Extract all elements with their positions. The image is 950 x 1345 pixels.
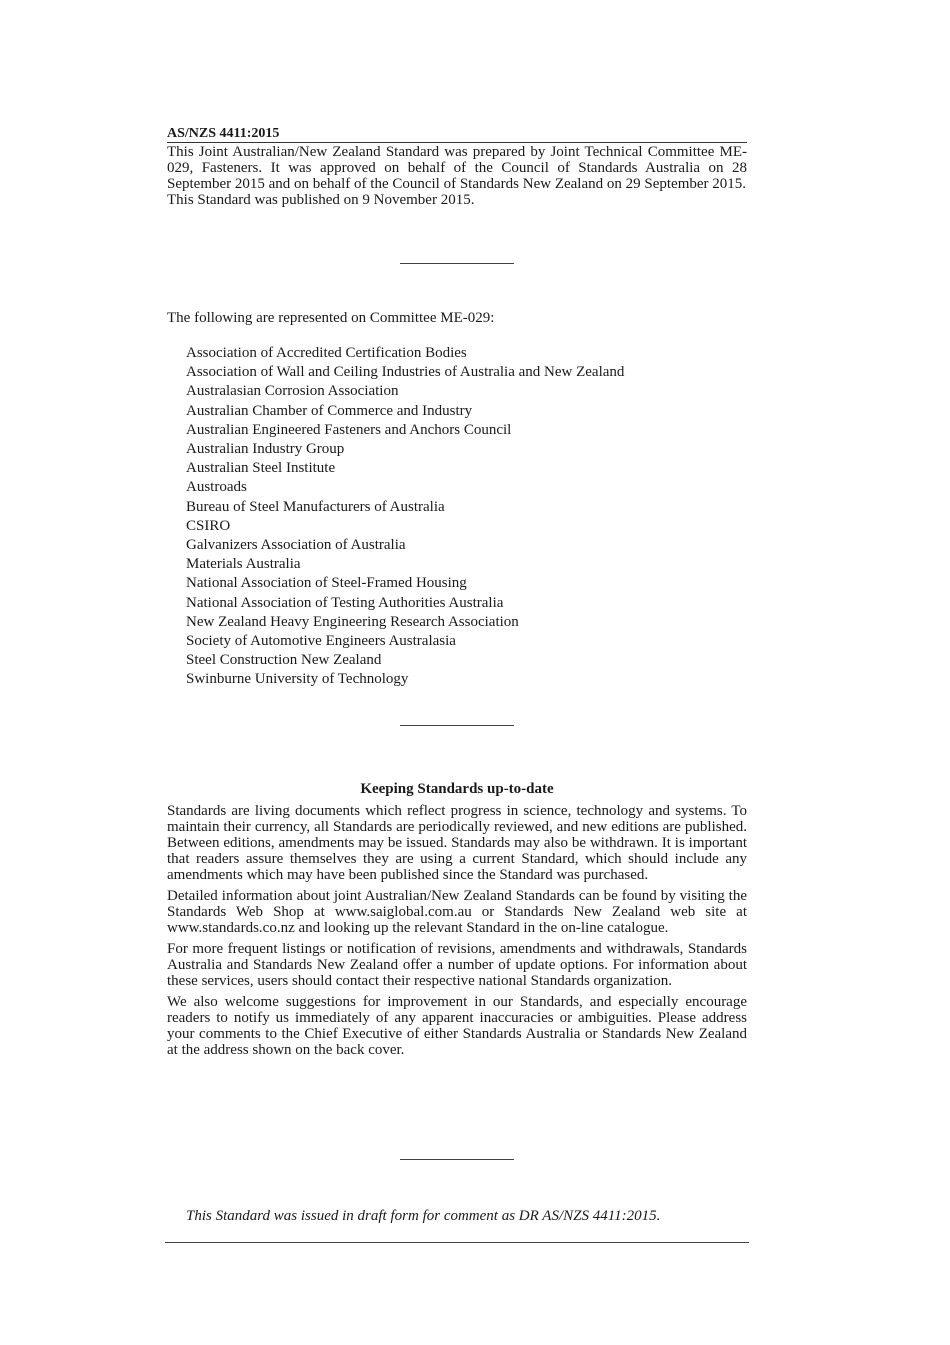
list-item: New Zealand Heavy Engineering Research Association <box>186 613 519 630</box>
list-item: Australian Industry Group <box>186 441 345 458</box>
list-item: Australasian Corrosion Association <box>186 383 399 400</box>
committee-member-list <box>186 344 624 690</box>
section-divider <box>400 263 514 264</box>
section-heading: Keeping Standards up-to-date <box>360 781 554 797</box>
keeping-standards-body <box>167 803 747 1063</box>
list-item: National Association of Steel-Framed Housing <box>186 575 467 592</box>
section-divider <box>400 725 514 726</box>
body-paragraph: Standards are living documents which reflect progress in science, technology and systems. To maintain their currency, all Standards are periodically reviewed, and new editions are published. Between editions, amendments may be issued. Standards may also be withdrawn. It is important that readers assure themselves they are using a current Standard, which should include any amendments which may have been published since the Standard was purchased. <box>167 803 747 883</box>
body-paragraph: We also welcome suggestions for improvement in our Standards, and especially encourage readers to notify us immediately of any apparent inaccuracies or ambiguities. Please address your comments to the Chief Executive of either Standards Australia or Standards New Zealand at the address shown on the back cover. <box>167 994 747 1058</box>
list-item: Association of Wall and Ceiling Industries of Australia and New Zealand <box>186 364 625 381</box>
list-item: Australian Engineered Fasteners and Anchors Council <box>186 421 512 438</box>
list-item: Materials Australia <box>186 556 301 573</box>
list-item: Society of Automotive Engineers Australasia <box>186 633 456 650</box>
list-item: Steel Construction New Zealand <box>186 652 382 669</box>
body-paragraph: For more frequent listings or notification of revisions, amendments and withdrawals, Standards Australia and Standards New Zealand offer a number of update options. For information about these services, users should contact their respective national Standards organization. <box>167 941 747 989</box>
list-item: Galvanizers Association of Australia <box>186 537 406 554</box>
body-paragraph: Detailed information about joint Australian/New Zealand Standards can be found by visiting the Standards Web Shop at www.saiglobal.com.au or Standards New Zealand web site at www.standards.co.nz and looking up the relevant Standard in the on-line catalogue. <box>167 888 747 936</box>
committee-intro: The following are represented on Committee ME-029: <box>167 310 495 326</box>
list-item: Bureau of Steel Manufacturers of Australia <box>186 498 445 515</box>
publication-date-paragraph: This Standard was published on 9 November 2015. <box>167 192 475 208</box>
list-item: CSIRO <box>186 517 231 534</box>
section-divider <box>400 1159 514 1160</box>
standard-identifier: AS/NZS 4411:2015 <box>167 125 747 143</box>
list-item: Swinburne University of Technology <box>186 671 409 688</box>
list-item: National Association of Testing Authorities Australia <box>186 594 504 611</box>
draft-footnote: This Standard was issued in draft form for comment as DR AS/NZS 4411:2015. <box>186 1208 661 1224</box>
preparation-statement <box>167 144 747 208</box>
list-item: Australian Chamber of Commerce and Industry <box>186 402 473 419</box>
document-page <box>167 0 747 1345</box>
list-item: Association of Accredited Certification Bodies <box>186 345 467 361</box>
approval-paragraph: This Joint Australian/New Zealand Standard was prepared by Joint Technical Committee ME-029, Fasteners. It was approved on behalf of the Council of Standards Australia on 28 September 2015 and on behalf of the Council of Standards New Zealand on 29 September 2015. <box>167 144 747 192</box>
list-item: Australian Steel Institute <box>186 460 336 477</box>
page-bottom-rule <box>165 1242 749 1243</box>
list-item: Austroads <box>186 479 247 496</box>
